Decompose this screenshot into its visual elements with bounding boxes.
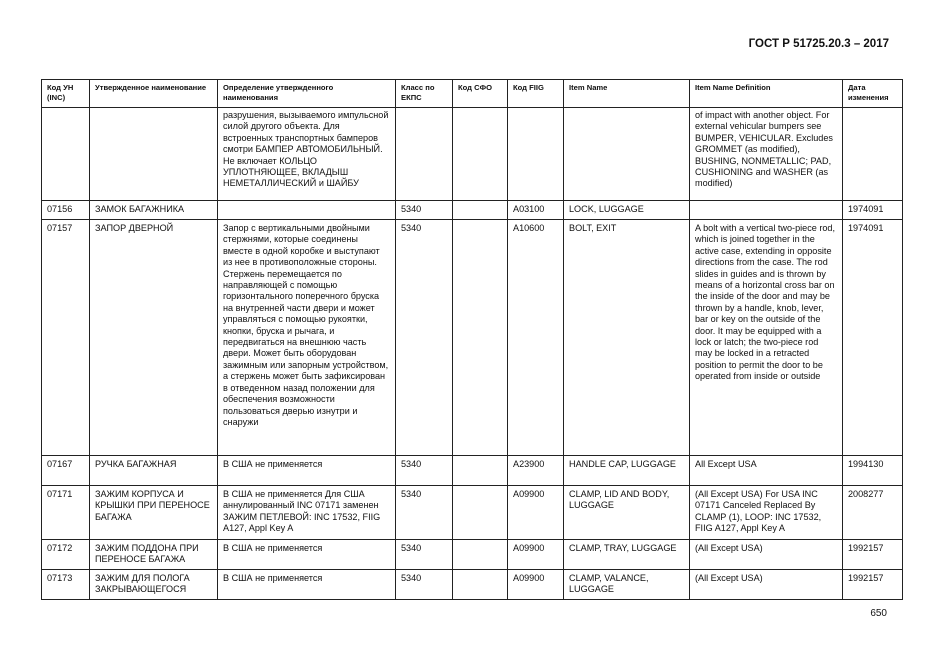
cell-class [396,108,453,201]
catalog-table [41,79,903,600]
cell-inc: 07167 [42,456,90,486]
cell-item-definition: (All Except USA) [690,540,843,570]
table-row [42,486,903,540]
cell-inc: 07172 [42,540,90,570]
table-row [42,570,903,600]
table-row [42,108,903,201]
cell-definition: разрушения, вызываемого импульсной силой другого объекта. Для встроенных транспортных бамперов смотри БАМПЕР АВТОМОБИЛЬНЫЙ. Не включает КОЛЬЦО УПЛОТНЯЮЩЕЕ, ВКЛАДЫШ НЕМЕТАЛЛИЧЕСКИЙ и ШАЙБУ [218,108,396,201]
cell-date: 1994130 [843,456,903,486]
cell-sfo [453,486,508,540]
table-row [42,456,903,486]
cell-item-name: CLAMP, TRAY, LUGGAGE [564,540,690,570]
cell-class: 5340 [396,486,453,540]
cell-date [843,108,903,201]
document-code: ГОСТ Р 51725.20.3 – 2017 [748,38,889,50]
table-header-row [42,80,903,108]
cell-fiig: A09900 [508,570,564,600]
cell-inc: 07173 [42,570,90,600]
cell-item-name: LOCK, LUGGAGE [564,201,690,220]
cell-definition: Запор с вертикальными двойными стержнями, которые соединены вместе в одной коробке и выступают из нее в противоположные стороны. Стержень перемещается по направляющей с помощью горизонтального поперечного бруска на внутренней части двери и может управляться с помощью рукоятки, кнопки, бруска и рычага, и передвигаться на внешнюю часть двери. Может быть оборудован зажимным или запорным устройством, а стержень может быть зафиксирован в отведенном назад положении для обеспечения возможности пользоваться дверью изнутри и снаружи [218,220,396,456]
cell-item-name: CLAMP, VALANCE, LUGGAGE [564,570,690,600]
cell-date: 1992157 [843,570,903,600]
cell-sfo [453,570,508,600]
cell-item-name [564,108,690,201]
cell-sfo [453,201,508,220]
cell-class: 5340 [396,201,453,220]
cell-item-name: BOLT, EXIT [564,220,690,456]
col-header-definition: Определение утвержденного наименования [218,80,396,108]
cell-inc: 07156 [42,201,90,220]
cell-name: ЗАЖИМ ПОДДОНА ПРИ ПЕРЕНОСЕ БАГАЖА [90,540,218,570]
cell-class: 5340 [396,540,453,570]
cell-name: ЗАЖИМ ДЛЯ ПОЛОГА ЗАКРЫВАЮЩЕГОСЯ [90,570,218,600]
cell-inc [42,108,90,201]
col-header-class: Класс по ЕКПС [396,80,453,108]
table-row [42,540,903,570]
cell-date: 1992157 [843,540,903,570]
cell-fiig: A23900 [508,456,564,486]
cell-fiig [508,108,564,201]
table-row [42,201,903,220]
cell-definition [218,201,396,220]
col-header-sfo: Код СФО [453,80,508,108]
cell-item-name: HANDLE CAP, LUGGAGE [564,456,690,486]
cell-definition: В США не применяется [218,456,396,486]
cell-name: РУЧКА БАГАЖНАЯ [90,456,218,486]
col-header-fiig: Код FIIG [508,80,564,108]
cell-sfo [453,108,508,201]
cell-item-definition: (All Except USA) For USA INC 07171 Canceled Replaced By CLAMP (1), LOOP: INC 17532, FIIG A127, Appl Key A [690,486,843,540]
cell-sfo [453,220,508,456]
cell-name [90,108,218,201]
cell-name: ЗАПОР ДВЕРНОЙ [90,220,218,456]
cell-date: 1974091 [843,201,903,220]
cell-inc: 07157 [42,220,90,456]
cell-item-definition [690,201,843,220]
col-header-date: Дата изменения [843,80,903,108]
cell-name: ЗАЖИМ КОРПУСА И КРЫШКИ ПРИ ПЕРЕНОСЕ БАГАЖА [90,486,218,540]
cell-class: 5340 [396,570,453,600]
col-header-item-name: Item Name [564,80,690,108]
cell-sfo [453,540,508,570]
cell-class: 5340 [396,456,453,486]
cell-fiig: A09900 [508,540,564,570]
cell-sfo [453,456,508,486]
col-header-inc: Код УН (INC) [42,80,90,108]
col-header-item-definition: Item Name Definition [690,80,843,108]
cell-definition: В США не применяется [218,570,396,600]
cell-item-definition: (All Except USA) [690,570,843,600]
cell-item-name: CLAMP, LID AND BODY, LUGGAGE [564,486,690,540]
cell-name: ЗАМОК БАГАЖНИКА [90,201,218,220]
cell-inc: 07171 [42,486,90,540]
cell-item-definition: of impact with another object. For external vehicular bumpers see BUMPER, VEHICULAR. Excludes GROMMET (as modified), BUSHING, NONMETALLIC; PAD, CUSHIONING and WASHER (as modified) [690,108,843,201]
cell-definition: В США не применяется [218,540,396,570]
cell-item-definition: A bolt with a vertical two-piece rod, which is joined together in the active case, extending in opposite directions from the case. The rod slides in guides and is thrown by means of a horizontal cross bar on the inside of the door and may be thrown by a handle, knob, lever, bar or key on the outside of the door. It may be equipped with a lock or latch; the two-piece rod may be locked in a retracted position to permit the door to be operated from inside or outside [690,220,843,456]
cell-fiig: A10600 [508,220,564,456]
col-header-name: Утвержденное наименование [90,80,218,108]
cell-fiig: A03100 [508,201,564,220]
cell-item-definition: All Except USA [690,456,843,486]
cell-class: 5340 [396,220,453,456]
cell-date: 2008277 [843,486,903,540]
table-row [42,220,903,456]
cell-definition: В США не применяется Для США аннулированный INC 07171 заменен ЗАЖИМ ПЕТЛЕВОЙ: INC 17532, FIIG A127, Appl Key A [218,486,396,540]
cell-date: 1974091 [843,220,903,456]
cell-fiig: A09900 [508,486,564,540]
page-number: 650 [870,608,887,619]
